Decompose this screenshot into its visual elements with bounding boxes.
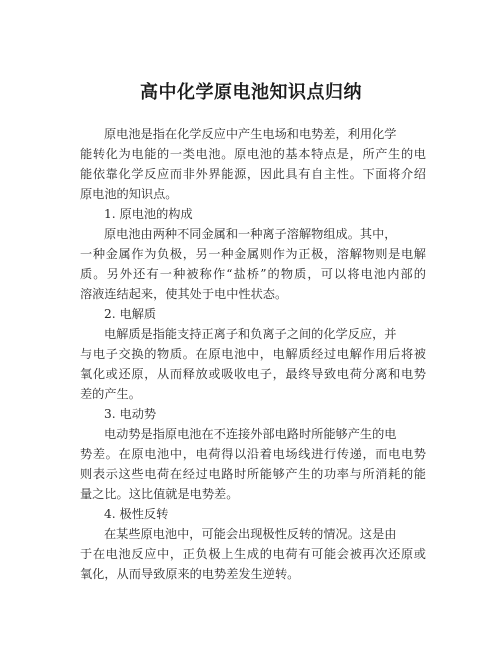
- section-heading: 4. 极性反转: [104, 507, 169, 521]
- paragraph-line: 一种金属作为负极，另一种金属则作为正极，溶解物则是电解: [80, 247, 426, 261]
- paragraph-line: 能转化为电能的一类电池。原电池的基本特点是，所产生的电: [80, 147, 426, 161]
- section-heading: 3. 电动势: [104, 407, 157, 421]
- paragraph-line: 原电池是指在化学反应中产生电场和电势差，利用化学: [104, 127, 397, 141]
- section-heading: 2. 电解质: [104, 307, 157, 321]
- paragraph-line: 能依靠化学反应而非外界能源，因此具有自主性。下面将介绍: [80, 167, 426, 181]
- paragraph-line: 与电子交换的物质。在原电池中，电解质经过电解作用后将被: [80, 347, 426, 361]
- document-title: 高中化学原电池知识点归纳: [140, 82, 362, 103]
- paragraph-line: 电动势是指原电池在不连接外部电路时所能够产生的电: [104, 427, 397, 441]
- paragraph-line: 量之比。这比值就是电势差。: [80, 487, 239, 501]
- paragraph-line: 则表示这些电荷在经过电路时所能够产生的功率与所消耗的能: [80, 467, 426, 481]
- paragraph-line: 溶液连结起来，使其处于电中性状态。: [80, 287, 288, 301]
- paragraph-line: 氧化或还原，从而释放或吸收电子，最终导致电荷分离和电势: [80, 367, 426, 381]
- section-heading: 1. 原电池的构成: [104, 207, 193, 221]
- paragraph-line: 原电池由两种不同金属和一种离子溶解物组成。其中，: [104, 227, 397, 241]
- paragraph-line: 于在电池反应中，正负极上生成的电荷有可能会被再次还原或: [80, 547, 426, 561]
- paragraph-line: 质。另外还有一种被称作“盐桥”的物质，可以将电池内部的: [80, 267, 426, 281]
- paragraph-line: 差的产生。: [80, 387, 141, 401]
- paragraph-line: 原电池的知识点。: [80, 187, 178, 201]
- paragraph-line: 氧化，从而导致原来的电势差发生逆转。: [80, 567, 300, 581]
- paragraph-line: 电解质是指能支持正离子和负离子之间的化学反应，并: [104, 327, 397, 341]
- paragraph-line: 势差。在原电池中，电荷得以沿着电场线进行传递，而电电势: [80, 447, 426, 461]
- paragraph-line: 在某些原电池中，可能会出现极性反转的情况。这是由: [104, 527, 397, 541]
